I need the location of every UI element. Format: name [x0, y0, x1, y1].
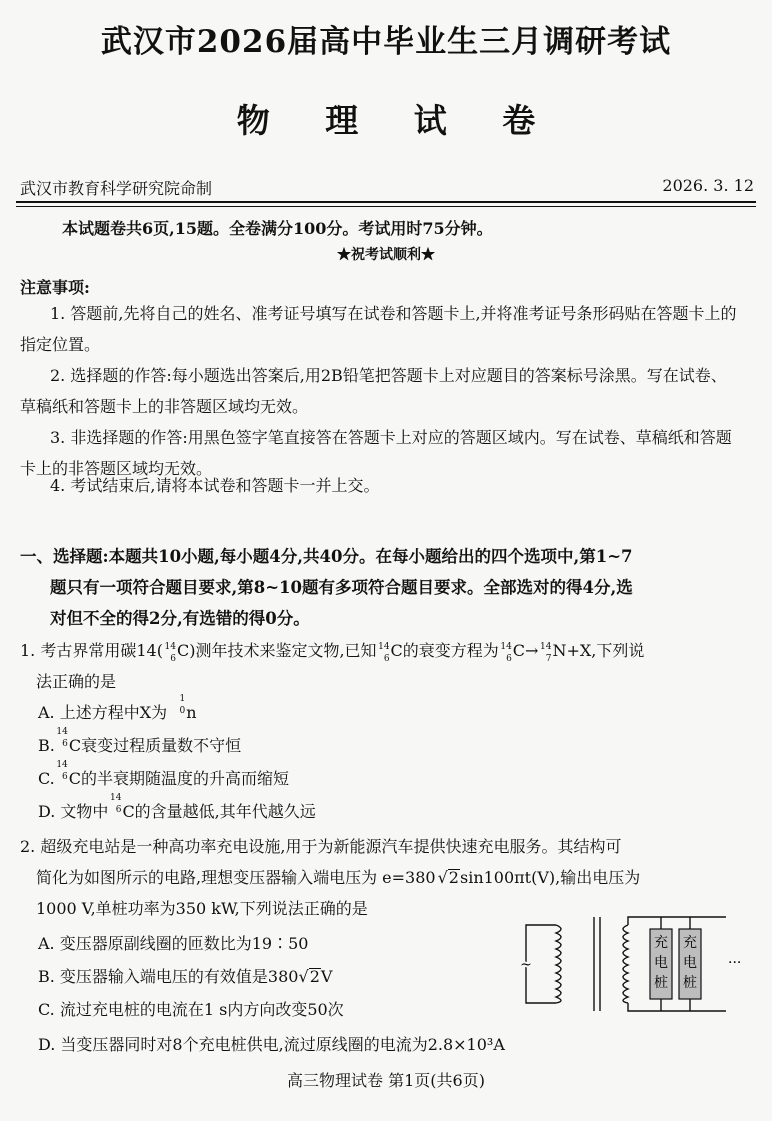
pile-label: 桩: [683, 975, 697, 991]
question-2-stem-line3: 1000 V,单桩功率为350 kW,下列说法正确的是: [36, 899, 368, 918]
option-text: C的含量越低,其年代越久远: [122, 802, 316, 821]
pile-label: 电: [654, 955, 668, 971]
isotope-n14: 14 7: [540, 642, 552, 664]
q1-option-c: [38, 760, 290, 789]
stem-text: C)测年技术来鉴定文物,已知: [176, 641, 377, 660]
isotope-c14: 14 6: [164, 642, 176, 664]
transformer-circuit-diagram: [516, 905, 766, 1017]
section-line: 题只有一项符合题目要求,第8~10题有多项符合题目要求。全部选对的得4分,选: [50, 578, 633, 597]
stem-text: sin100πt(V),输出电压为: [459, 868, 641, 887]
isotope-c14: 14 6: [56, 760, 68, 782]
issuer: 武汉市教育科学研究院命制: [20, 179, 213, 198]
sqrt-radicand: 2: [309, 967, 320, 986]
section-1-instructions: [20, 541, 750, 634]
header-rule-thick: [16, 201, 756, 203]
option-text: B. 变压器输入端电压的有效值是380: [38, 967, 299, 986]
primary-coil: [556, 925, 561, 1003]
section-line: 对但不全的得2分,有选错的得0分。: [50, 609, 310, 628]
note-item-4: 4. 考试结束后,请将本试卷和答题卡一并上交。: [50, 476, 380, 495]
option-text: B.: [38, 736, 55, 755]
q2-option-b: B. 变压器输入端电压的有效值是380√2V: [38, 967, 333, 986]
subject-title: 物 理 试 卷: [236, 101, 558, 140]
q1-option-a: [38, 694, 197, 723]
pile-label: 充: [683, 935, 697, 951]
question-2-stem-line2: 简化为如图所示的电路,理想变压器输入端电压为 e=380 √2sin100πt(V),输出电压为: [36, 868, 641, 887]
pile-label: 桩: [654, 975, 668, 991]
notes-heading: 注意事项:: [20, 278, 90, 297]
exam-date: 2026. 3. 12: [662, 176, 754, 195]
isotope-c14: 14 6: [109, 793, 122, 815]
isotope-neutron: 1 0: [179, 694, 186, 716]
secondary-coil: [623, 925, 628, 1003]
stem-text: N+X,下列说: [552, 641, 645, 660]
pile-label: 充: [654, 935, 668, 951]
page-footer: 高三物理试卷 第1页(共6页): [287, 1071, 485, 1090]
q2-option-d: D. 当变压器同时对8个充电桩供电,流过原线圈的电流为2.8×10³A: [38, 1035, 505, 1054]
ac-source-symbol: ~: [520, 957, 532, 973]
question-1-stem-line2: 法正确的是: [36, 672, 117, 691]
stem-text: C→: [512, 641, 539, 660]
secondary-top-wire: [628, 917, 726, 925]
option-text: A. 上述方程中X为: [38, 703, 168, 722]
secondary-bottom-wire: [628, 1003, 726, 1011]
sqrt-radicand: 2: [448, 868, 459, 887]
option-text: D. 文物中: [38, 802, 109, 821]
section-line: 一、选择题:本题共10小题,每小题4分,共40分。在每小题给出的四个选项中,第1~7: [20, 547, 633, 566]
isotope-c14: 14 6: [500, 642, 512, 664]
header-rule-thin: [16, 206, 756, 207]
isotope-c14: 14 6: [56, 727, 68, 749]
option-text: C.: [38, 769, 55, 788]
q1-option-d: [38, 793, 316, 822]
stem-text: C的衰变方程为: [390, 641, 499, 660]
good-luck-line: ★祝考试顺利★: [337, 247, 435, 263]
question-1: [20, 635, 750, 697]
note-item-1: 1. 答题前,先将自己的姓名、准考证号填写在试卷和答题卡上,并将准考证号条形码贴在答题卡上的指定位置。: [20, 304, 737, 354]
option-text: C的半衰期随温度的升高而缩短: [68, 769, 290, 788]
option-text: C衰变过程质量数不守恒: [68, 736, 242, 755]
option-text: V: [320, 967, 333, 986]
exam-title: 武汉市2026届高中毕业生三月调研考试: [100, 24, 672, 60]
stem-text: 简化为如图所示的电路,理想变压器输入端电压为 e=380: [36, 868, 436, 887]
exam-info: 本试题卷共6页,15题。全卷满分100分。考试用时75分钟。: [62, 219, 493, 238]
isotope-c14: 14 6: [378, 642, 390, 664]
q1-option-b: [38, 727, 242, 756]
question-2-stem-line1: 2. 超级充电站是一种高功率充电设施,用于为新能源汽车提供快速充电服务。其结构可: [20, 837, 622, 856]
note-item-3: 3. 非选择题的作答:用黑色签字笔直接答在答题卡上对应的答题区域内。写在试卷、草稿纸和答题卡上的非答题区域均无效。: [20, 428, 732, 478]
q2-option-a: A. 变压器原副线圈的匝数比为19∶50: [38, 934, 309, 953]
q2-option-c: C. 流过充电桩的电流在1 s内方向改变50次: [38, 1000, 344, 1019]
question-1-stem: [20, 635, 750, 666]
note-item-2: 2. 选择题的作答:每小题选出答案后,用2B铅笔把答题卡上对应题目的答案标号涂黑。写在试卷、草稿纸和答题卡上的非答题区域均无效。: [20, 366, 727, 416]
neutron-symbol: n: [186, 703, 197, 722]
pile-label: 电: [683, 955, 697, 971]
stem-text: 1. 考古界常用碳14(: [20, 641, 163, 660]
more-piles-ellipsis: ···: [728, 955, 742, 971]
